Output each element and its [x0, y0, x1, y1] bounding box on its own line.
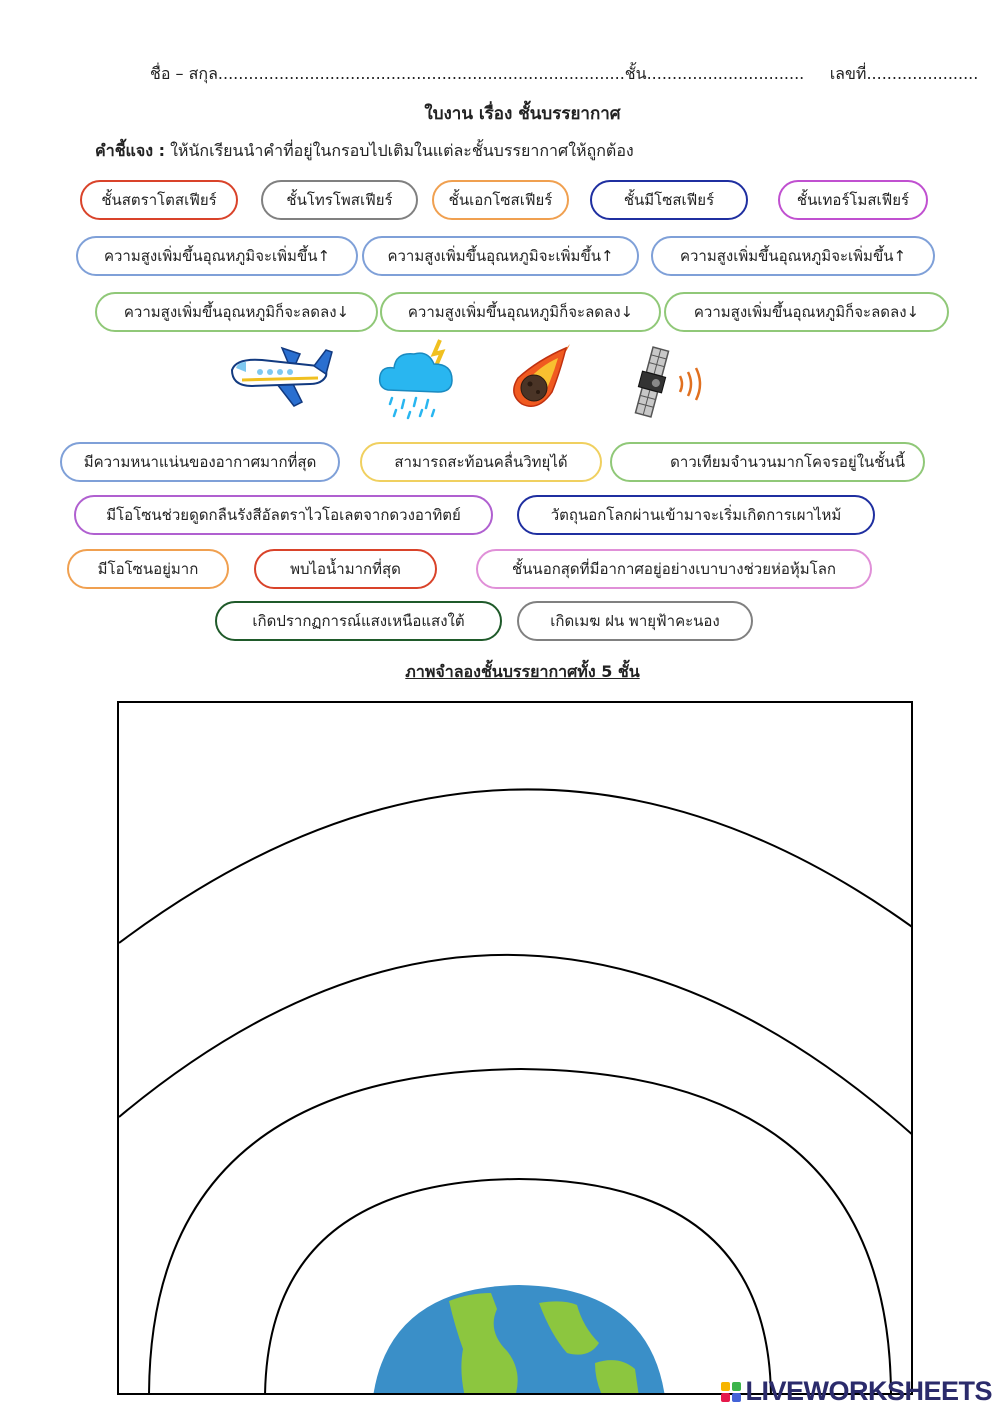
rain-cloud-icon[interactable]: [376, 338, 458, 420]
pill-temp-down-3[interactable]: ความสูงเพิ่มขึ้นอุณหภูมิก็จะลดลง↓: [664, 292, 949, 332]
atmosphere-diagram: [117, 701, 913, 1395]
atmosphere-layers-drawing: [119, 703, 913, 1395]
pill-exosphere[interactable]: ชั้นเอกโซสเฟียร์: [432, 180, 569, 220]
layer-arc-exosphere[interactable]: [119, 789, 913, 943]
pill-temp-up-1[interactable]: ความสูงเพิ่มขึ้นอุณหภูมิจะเพิ่มขึ้น↑: [76, 236, 358, 276]
pill-temp-up-3[interactable]: ความสูงเพิ่มขึ้นอุณหภูมิจะเพิ่มขึ้น↑: [651, 236, 935, 276]
pill-fact-vapor[interactable]: พบไอน้ำมากที่สุด: [254, 549, 437, 589]
pill-fact-storm[interactable]: เกิดเมฆ ฝน พายุฟ้าคะนอง: [517, 601, 753, 641]
name-label: ชื่อ – สกุล: [150, 64, 218, 83]
number-field[interactable]: ......................: [866, 64, 979, 83]
pill-temp-down-1[interactable]: ความสูงเพิ่มขึ้นอุณหภูมิก็จะลดลง↓: [95, 292, 378, 332]
airplane-icon[interactable]: [222, 340, 337, 412]
earth-icon: [373, 1285, 665, 1395]
pill-fact-satellite[interactable]: ดาวเทียมจำนวนมากโคจรอยู่ในชั้นนี้: [610, 442, 925, 482]
class-label: ชั้น: [624, 64, 647, 83]
number-label: เลขที่: [829, 64, 867, 83]
satellite-icon[interactable]: [622, 346, 714, 418]
instruction: [95, 139, 634, 164]
pill-temp-down-2[interactable]: ความสูงเพิ่มขึ้นอุณหภูมิก็จะลดลง↓: [380, 292, 661, 332]
pill-troposphere[interactable]: ชั้นโทรโพสเฟียร์: [261, 180, 418, 220]
pill-fact-outermost[interactable]: ชั้นนอกสุดที่มีอากาศอยู่อย่างเบาบางช่วยห่อหุ้มโลก: [476, 549, 872, 589]
pill-fact-ozone[interactable]: มีโอโซนอยู่มาก: [67, 549, 229, 589]
layer-arc-thermosphere[interactable]: [119, 955, 913, 1137]
pill-fact-burn[interactable]: วัตถุนอกโลกผ่านเข้ามาจะเริ่มเกิดการเผาไหม้: [517, 495, 875, 535]
worksheet-title: ใบงาน เรื่อง ชั้นบรรยากาศ: [424, 104, 621, 124]
pill-fact-aurora[interactable]: เกิดปรากฏการณ์แสงเหนือแสงใต้: [215, 601, 502, 641]
diagram-title: ภาพจำลองชั้นบรรยากาศทั้ง 5 ชั้น: [405, 662, 640, 681]
liveworksheets-logo: [721, 1376, 992, 1407]
instruction-text: ให้นักเรียนนำคำที่อยู่ในกรอบไปเติมในแต่ละชั้นบรรยากาศให้ถูกต้อง: [170, 141, 634, 160]
pill-fact-ozone-uv[interactable]: มีโอโซนช่วยดูดกลืนรังสีอัลตราไวโอเลตจากดวงอาทิตย์: [74, 495, 493, 535]
pill-mesosphere[interactable]: ชั้นมีโซสเฟียร์: [590, 180, 748, 220]
name-field[interactable]: ................................................................................: [217, 64, 625, 83]
meteor-icon[interactable]: [508, 342, 574, 412]
pill-fact-density[interactable]: มีความหนาแน่นของอากาศมากที่สุด: [60, 442, 340, 482]
class-field[interactable]: ...............................: [646, 64, 805, 83]
instruction-label: คำชี้แจง :: [95, 141, 166, 160]
pill-fact-radio[interactable]: สามารถสะท้อนคลื่นวิทยุได้: [360, 442, 602, 482]
pill-stratosphere[interactable]: ชั้นสตราโตสเฟียร์: [80, 180, 238, 220]
brand-logo-icon: [721, 1382, 741, 1402]
student-info-line: [150, 62, 978, 87]
pill-thermosphere[interactable]: ชั้นเทอร์โมสเฟียร์: [778, 180, 928, 220]
pill-temp-up-2[interactable]: ความสูงเพิ่มขึ้นอุณหภูมิจะเพิ่มขึ้น↑: [362, 236, 639, 276]
brand-text: LIVEWORKSHEETS: [745, 1376, 992, 1406]
